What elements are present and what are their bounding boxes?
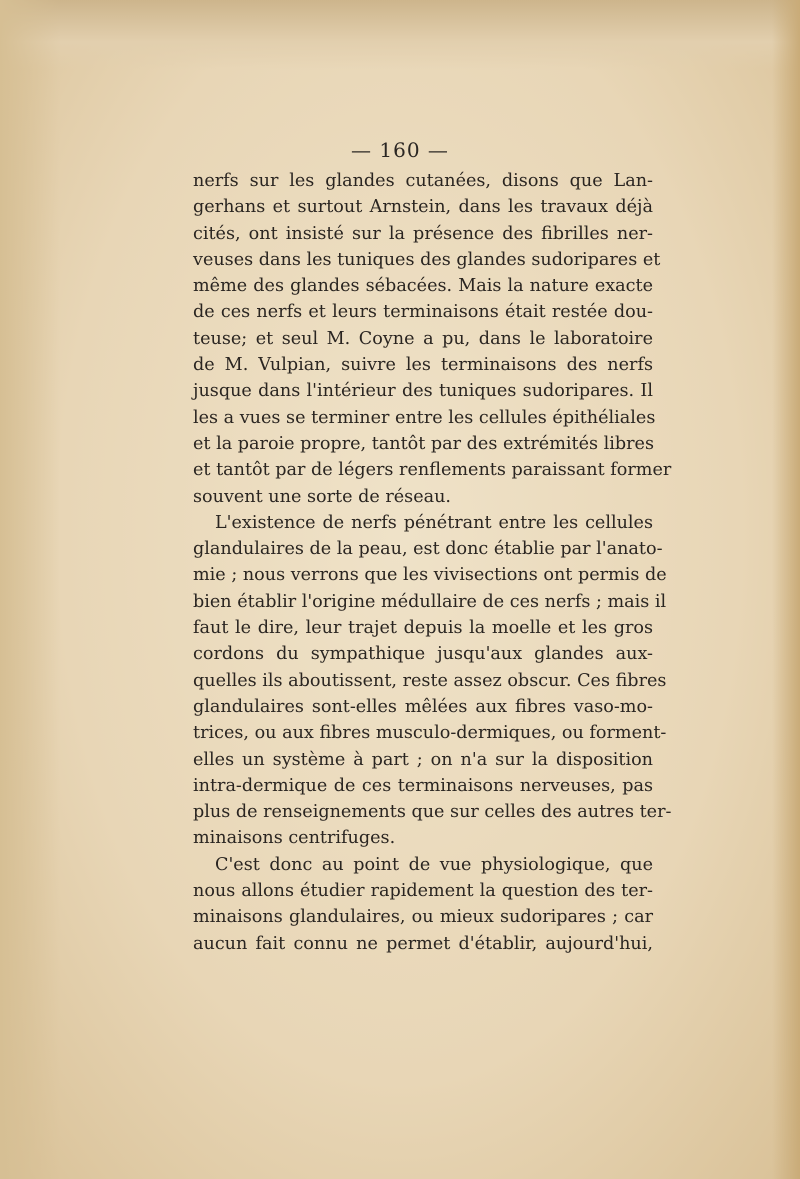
text-line: minaisons centrifuges. bbox=[193, 828, 396, 849]
text-line: cités, ont insisté sur la présence des fibrilles ner- bbox=[193, 223, 653, 244]
page-number: — 160 — bbox=[351, 138, 449, 162]
text-line: plus de renseignements que sur celles des autres ter- bbox=[193, 802, 672, 823]
text-line: teuse; et seul M. Coyne a pu, dans le laboratoire bbox=[193, 328, 653, 349]
text-line: aucun fait connu ne permet d'établir, aujourd'hui, bbox=[193, 933, 653, 954]
text-line: cordons du sympathique jusqu'aux glandes aux- bbox=[193, 644, 653, 665]
text-line: faut le dire, leur trajet depuis la moelle et les gros bbox=[193, 618, 653, 639]
text-line: souvent une sorte de réseau. bbox=[193, 486, 452, 507]
text-line: de M. Vulpian, suivre les terminaisons des nerfs bbox=[193, 355, 653, 376]
text-line: nous allons étudier rapidement la question des ter- bbox=[193, 881, 653, 902]
text-line: et la paroie propre, tantôt par des extrémités libres bbox=[193, 433, 654, 454]
text-line: quelles ils aboutissent, reste assez obscur. Ces fibres bbox=[193, 670, 667, 691]
text-line: de ces nerfs et leurs terminaisons était restée dou- bbox=[193, 302, 653, 323]
text-line: même des glandes sébacées. Mais la nature exacte bbox=[193, 276, 653, 297]
text-line: trices, ou aux fibres musculo-dermiques, ou forment- bbox=[193, 723, 667, 744]
text-line: bien établir l'origine médullaire de ces nerfs ; mais il bbox=[193, 591, 667, 612]
text-line: elles un système à part ; on n'a sur la disposition bbox=[193, 749, 653, 770]
text-line: intra-dermique de ces terminaisons nerveuses, pas bbox=[193, 775, 653, 796]
text-line: gerhans et surtout Arnstein, dans les travaux déjà bbox=[193, 197, 653, 218]
text-line: glandulaires de la peau, est donc établie par l'anato- bbox=[193, 539, 663, 560]
text-line: C'est donc au point de vue physiologique, que bbox=[215, 854, 653, 875]
text-line: et tantôt par de légers renflements paraissant former bbox=[193, 460, 672, 481]
text-line: glandulaires sont-elles mêlées aux fibres vaso-mo- bbox=[193, 696, 653, 717]
body-text bbox=[193, 168, 672, 957]
page-shadow bbox=[0, 0, 60, 1179]
text-line: veuses dans les tuniques des glandes sudoripares et bbox=[193, 249, 661, 270]
text-line: mie ; nous verrons que les vivisections ont permis de bbox=[193, 565, 667, 586]
text-line: L'existence de nerfs pénétrant entre les cellules bbox=[215, 512, 653, 533]
text-line: les a vues se terminer entre les cellules épithéliales bbox=[193, 407, 656, 428]
text-line: jusque dans l'intérieur des tuniques sudoripares. Il bbox=[193, 381, 653, 402]
text-line: nerfs sur les glandes cutanées, disons que Lan- bbox=[193, 171, 653, 191]
text-line: minaisons glandulaires, ou mieux sudoripares ; car bbox=[193, 907, 653, 928]
